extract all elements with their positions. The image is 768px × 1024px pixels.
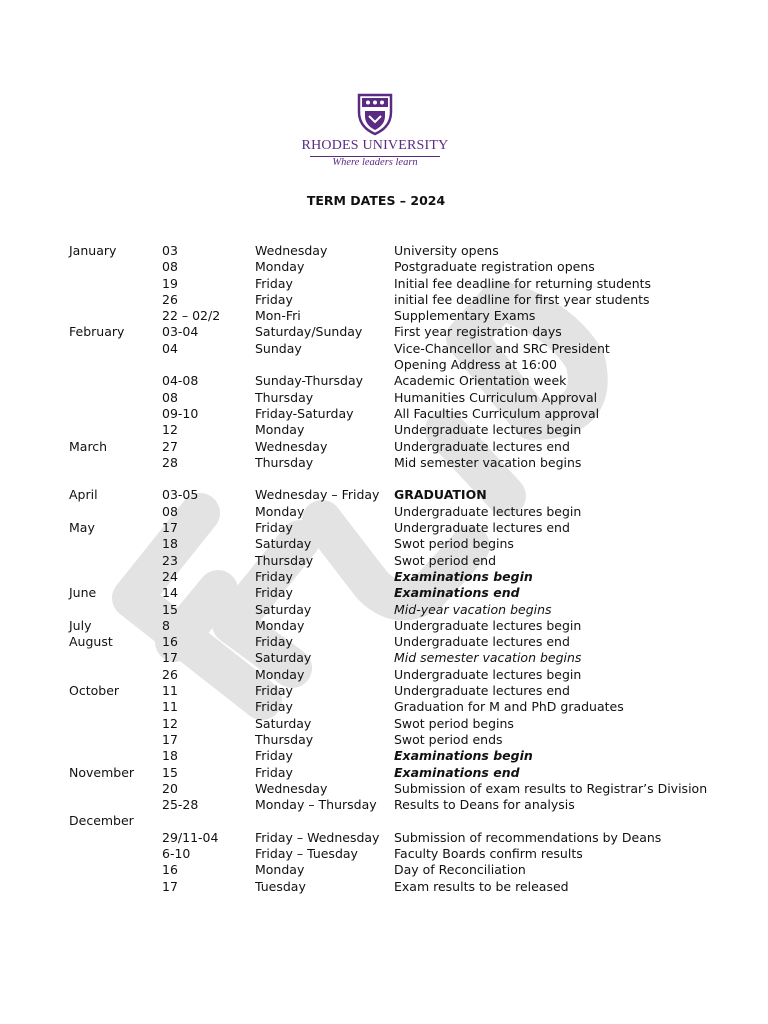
day-cell: Friday xyxy=(255,634,293,650)
event-cell: Mid semester vacation begins xyxy=(394,454,582,470)
month-cell: February xyxy=(69,324,125,340)
event-cell: initial fee deadline for first year students xyxy=(394,291,650,307)
event-cell: Exam results to be released xyxy=(394,878,569,894)
date-cell: 6-10 xyxy=(162,845,191,861)
event-cell: Day of Reconciliation xyxy=(394,862,526,878)
event-cell: Vice-Chancellor and SRC President xyxy=(394,340,610,356)
event-cell: Postgraduate registration opens xyxy=(394,259,595,275)
university-logo xyxy=(300,92,450,174)
date-cell: 11 xyxy=(162,683,178,699)
month-cell: May xyxy=(69,520,95,536)
day-cell: Friday xyxy=(255,520,293,536)
event-cell: Examinations end xyxy=(394,764,520,780)
term-date-row xyxy=(0,830,768,846)
term-date-row xyxy=(0,879,768,895)
day-cell: Thursday xyxy=(255,552,314,568)
date-cell: 17 xyxy=(162,878,178,894)
date-cell: 18 xyxy=(162,536,178,552)
term-date-row xyxy=(0,748,768,764)
day-cell: Monday – Thursday xyxy=(255,797,377,813)
term-date-row xyxy=(0,520,768,536)
day-cell: Sunday xyxy=(255,340,302,356)
date-cell: 29/11-04 xyxy=(162,829,219,845)
date-cell: 03-04 xyxy=(162,324,199,340)
day-cell: Saturday xyxy=(255,536,312,552)
term-date-row xyxy=(0,324,768,340)
document-title: TERM DATES – 2024 xyxy=(306,193,446,208)
term-date-row xyxy=(0,667,768,683)
term-date-row xyxy=(0,406,768,422)
date-cell: 15 xyxy=(162,601,178,617)
term-dates-list xyxy=(0,243,768,895)
date-cell: 22 – 02/2 xyxy=(162,308,221,324)
event-cell: Undergraduate lectures begin xyxy=(394,422,582,438)
date-cell: 03-05 xyxy=(162,487,199,503)
day-cell: Tuesday xyxy=(255,878,306,894)
event-cell: Undergraduate lectures end xyxy=(394,520,570,536)
event-cell: Undergraduate lectures end xyxy=(394,634,570,650)
term-date-row xyxy=(0,357,768,373)
term-date-row xyxy=(0,553,768,569)
term-date-row xyxy=(0,487,768,503)
event-cell: Examinations begin xyxy=(394,568,533,584)
day-cell: Wednesday xyxy=(255,438,328,454)
day-cell: Friday xyxy=(255,291,293,307)
university-name: RHODES UNIVERSITY xyxy=(301,138,449,153)
event-cell: Faculty Boards confirm results xyxy=(394,845,583,861)
day-cell: Friday – Wednesday xyxy=(255,829,380,845)
day-cell: Wednesday xyxy=(255,243,328,258)
day-cell: Thursday xyxy=(255,389,314,405)
term-date-row xyxy=(0,569,768,585)
day-cell: Mon-Fri xyxy=(255,308,301,324)
event-cell: Undergraduate lectures end xyxy=(394,438,570,454)
event-cell: Submission of exam results to Registrar’s Division xyxy=(394,780,708,796)
month-cell: January xyxy=(69,243,117,258)
term-date-row xyxy=(0,618,768,634)
day-cell: Friday xyxy=(255,275,293,291)
event-cell: Undergraduate lectures begin xyxy=(394,666,582,682)
day-cell: Monday xyxy=(255,422,305,438)
term-date-row xyxy=(0,716,768,732)
date-cell: 25-28 xyxy=(162,797,199,813)
term-date-row xyxy=(0,308,768,324)
term-date-row xyxy=(0,455,768,471)
day-cell: Friday – Tuesday xyxy=(255,845,358,861)
date-cell: 17 xyxy=(162,650,178,666)
date-cell: 04 xyxy=(162,340,178,356)
day-cell: Friday-Saturday xyxy=(255,405,354,421)
event-cell: Graduation for M and PhD graduates xyxy=(394,699,624,715)
day-cell: Monday xyxy=(255,666,305,682)
event-cell: All Faculties Curriculum approval xyxy=(394,405,600,421)
event-cell: Results to Deans for analysis xyxy=(394,797,575,813)
term-date-row xyxy=(0,781,768,797)
date-cell: 14 xyxy=(162,585,178,601)
term-date-row xyxy=(0,390,768,406)
term-date-row xyxy=(0,585,768,601)
day-cell: Saturday xyxy=(255,715,312,731)
day-cell: Saturday xyxy=(255,650,312,666)
day-cell: Thursday xyxy=(255,731,314,747)
day-cell: Saturday/Sunday xyxy=(255,324,363,340)
date-cell: 28 xyxy=(162,454,178,470)
term-date-row xyxy=(0,276,768,292)
term-date-row xyxy=(0,504,768,520)
event-cell: University opens xyxy=(394,243,499,258)
month-cell: August xyxy=(69,634,113,650)
date-cell: 24 xyxy=(162,568,178,584)
day-cell: Wednesday – Friday xyxy=(255,487,380,503)
event-cell: Undergraduate lectures end xyxy=(394,683,570,699)
university-tagline: Where leaders learn xyxy=(332,157,418,168)
month-cell: June xyxy=(69,585,97,601)
term-date-row xyxy=(0,862,768,878)
date-cell: 12 xyxy=(162,422,178,438)
month-cell: November xyxy=(69,764,135,780)
event-cell: Swot period begins xyxy=(394,536,514,552)
date-cell: 04-08 xyxy=(162,373,199,389)
event-cell: Supplementary Exams xyxy=(394,308,536,324)
date-cell: 8 xyxy=(162,617,170,633)
month-cell: July xyxy=(69,617,92,633)
date-cell: 19 xyxy=(162,275,178,291)
event-cell: Swot period ends xyxy=(394,731,503,747)
day-cell: Friday xyxy=(255,699,293,715)
event-cell: Examinations end xyxy=(394,585,520,601)
event-cell: First year registration days xyxy=(394,324,562,340)
day-cell: Friday xyxy=(255,568,293,584)
crest-icon xyxy=(356,92,394,136)
event-cell: Undergraduate lectures begin xyxy=(394,503,582,519)
date-cell: 15 xyxy=(162,764,178,780)
event-cell: Swot period begins xyxy=(394,715,514,731)
term-date-row xyxy=(0,602,768,618)
term-date-row xyxy=(0,765,768,781)
day-cell: Friday xyxy=(255,683,293,699)
date-cell: 11 xyxy=(162,699,178,715)
term-date-row xyxy=(0,536,768,552)
term-date-row xyxy=(0,439,768,455)
day-cell: Monday xyxy=(255,617,305,633)
term-date-row xyxy=(0,341,768,357)
day-cell: Monday xyxy=(255,259,305,275)
term-date-row xyxy=(0,699,768,715)
term-date-row xyxy=(0,797,768,813)
date-cell: 26 xyxy=(162,291,178,307)
event-cell: Examinations begin xyxy=(394,748,533,764)
date-cell: 17 xyxy=(162,520,178,536)
day-cell: Friday xyxy=(255,748,293,764)
event-cell: GRADUATION xyxy=(394,487,487,503)
day-cell: Monday xyxy=(255,503,305,519)
term-date-row xyxy=(0,846,768,862)
term-date-row xyxy=(0,813,768,829)
event-cell: Opening Address at 16:00 xyxy=(394,357,558,373)
day-cell: Wednesday xyxy=(255,780,328,796)
term-date-row xyxy=(0,634,768,650)
event-cell: Humanities Curriculum Approval xyxy=(394,389,598,405)
date-cell: 27 xyxy=(162,438,178,454)
date-cell: 16 xyxy=(162,862,178,878)
date-cell: 08 xyxy=(162,259,178,275)
day-cell: Saturday xyxy=(255,601,312,617)
term-date-row xyxy=(0,650,768,666)
event-cell: Mid semester vacation begins xyxy=(394,650,582,666)
day-cell: Sunday-Thursday xyxy=(255,373,364,389)
event-cell: Mid-year vacation begins xyxy=(394,601,552,617)
day-cell: Friday xyxy=(255,764,293,780)
month-cell: October xyxy=(69,683,120,699)
term-date-row xyxy=(0,292,768,308)
date-cell: 12 xyxy=(162,715,178,731)
date-cell: 16 xyxy=(162,634,178,650)
month-cell: April xyxy=(69,487,98,503)
day-cell: Friday xyxy=(255,585,293,601)
event-cell: Undergraduate lectures begin xyxy=(394,617,582,633)
term-date-row xyxy=(0,243,768,259)
term-date-row xyxy=(0,259,768,275)
term-date-row xyxy=(0,422,768,438)
event-cell: Swot period end xyxy=(394,552,497,568)
month-cell: March xyxy=(69,438,108,454)
date-cell: 03 xyxy=(162,243,178,258)
date-cell: 09-10 xyxy=(162,405,199,421)
event-cell: Initial fee deadline for returning students xyxy=(394,275,652,291)
term-date-row xyxy=(0,471,768,487)
month-cell: December xyxy=(69,813,134,829)
event-cell: Submission of recommendations by Deans xyxy=(394,829,662,845)
term-date-row xyxy=(0,683,768,699)
date-cell: 26 xyxy=(162,666,178,682)
date-cell: 23 xyxy=(162,552,178,568)
date-cell: 08 xyxy=(162,389,178,405)
date-cell: 17 xyxy=(162,731,178,747)
day-cell: Thursday xyxy=(255,454,314,470)
date-cell: 20 xyxy=(162,780,178,796)
date-cell: 18 xyxy=(162,748,178,764)
event-cell: Academic Orientation week xyxy=(394,373,567,389)
term-date-row xyxy=(0,732,768,748)
day-cell: Monday xyxy=(255,862,305,878)
term-date-row xyxy=(0,373,768,389)
date-cell: 08 xyxy=(162,503,178,519)
